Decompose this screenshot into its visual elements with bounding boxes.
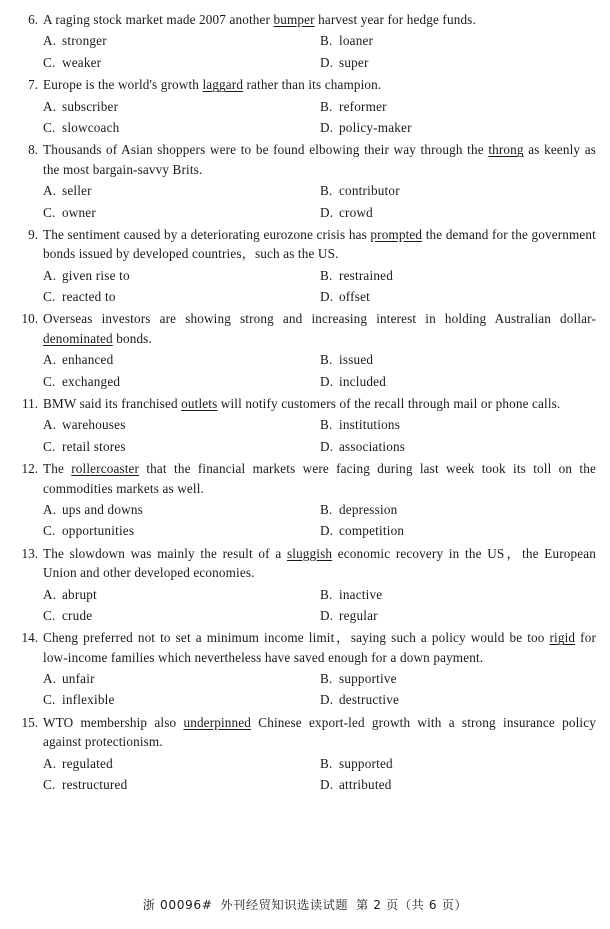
option-choice[interactable]: [320, 371, 596, 392]
question-text: [43, 225, 596, 264]
question-text: [43, 628, 596, 667]
option-letter: D.: [320, 373, 334, 389]
question-stem: [14, 544, 596, 583]
option-choice[interactable]: [320, 689, 596, 710]
option-letter: D.: [320, 289, 334, 305]
stem-text-fragment: The: [43, 461, 72, 477]
option-label: policy-maker: [339, 119, 412, 135]
question-stem: [14, 140, 596, 179]
option-letter: D.: [320, 607, 334, 623]
option-row: [43, 584, 596, 605]
option-label: depression: [339, 501, 398, 517]
underlined-word: sluggish: [286, 545, 333, 561]
option-choice[interactable]: [320, 584, 596, 605]
stem-text-fragment: will notify customers of the recall through mail or phone calls.: [217, 396, 561, 411]
question-item: [14, 459, 596, 542]
option-row: [43, 117, 596, 138]
option-choice[interactable]: [320, 414, 596, 435]
stem-text-fragment: Chinese export-led growth with a strong insurance policy against protectionism.: [43, 714, 596, 750]
option-row: [43, 605, 596, 626]
option-row: [43, 286, 596, 307]
option-choice[interactable]: [43, 605, 320, 626]
option-choice[interactable]: [43, 436, 320, 457]
question-text: [43, 140, 596, 179]
option-choice[interactable]: [320, 668, 596, 689]
option-label: weaker: [62, 54, 102, 70]
option-label: owner: [62, 204, 96, 220]
option-row: [43, 96, 596, 117]
option-row: [43, 371, 596, 392]
question-number: 10.: [21, 311, 38, 327]
option-choice[interactable]: [320, 499, 596, 520]
option-choice[interactable]: [43, 349, 320, 370]
option-letter: B.: [320, 586, 333, 602]
option-letter: D.: [320, 204, 334, 220]
option-letter: A.: [43, 417, 57, 433]
option-row: [43, 180, 596, 201]
option-letter: C.: [43, 119, 56, 135]
footer-exam-code: 浙 00096#: [142, 898, 213, 912]
question-text: [43, 713, 596, 752]
stem-text-fragment: economic recovery in the US，the European Union and other developed economies.: [43, 545, 596, 581]
option-label: given rise to: [62, 267, 130, 283]
option-row: [43, 499, 596, 520]
stem-text-fragment: harvest year for hedge funds.: [314, 12, 476, 27]
question-item: [14, 309, 596, 392]
stem-text-fragment: as keenly as the most bargain-savvy Brits.: [43, 142, 596, 177]
option-label: supportive: [339, 671, 397, 687]
option-row: [43, 520, 596, 541]
stem-text-fragment: Cheng preferred not to set a minimum income limit，saying such a policy would be too: [43, 630, 550, 646]
option-choice[interactable]: [320, 753, 596, 774]
option-label: destructive: [339, 692, 400, 708]
question-number: 9.: [28, 226, 38, 242]
question-stem: [14, 75, 596, 94]
stem-text-fragment: The sentiment caused by a deteriorating eurozone crisis has: [43, 226, 371, 242]
option-label: unfair: [62, 671, 95, 687]
option-choice[interactable]: [320, 265, 596, 286]
question-item: [14, 713, 596, 796]
question-stem: [14, 628, 596, 667]
option-row: [43, 30, 596, 51]
stem-text-fragment: Thousands of Asian shoppers were to be found elbowing their way through the: [43, 142, 489, 158]
question-item: [14, 394, 596, 457]
option-letter: B.: [320, 501, 333, 517]
option-letter: C.: [43, 777, 56, 793]
option-label: stronger: [62, 33, 107, 49]
option-choice[interactable]: [320, 520, 596, 541]
option-letter: A.: [43, 586, 57, 602]
option-letter: D.: [320, 692, 334, 708]
option-letter: A.: [43, 755, 57, 771]
underlined-word: denominated: [43, 330, 113, 346]
question-number: 12.: [21, 461, 38, 477]
question-item: [14, 225, 596, 308]
option-choice[interactable]: [43, 774, 320, 795]
option-label: loaner: [339, 33, 374, 49]
option-label: ups and downs: [62, 501, 143, 517]
option-letter: C.: [43, 607, 56, 623]
option-choice[interactable]: [320, 117, 596, 138]
option-label: included: [339, 373, 387, 389]
option-group: [14, 96, 596, 139]
question-number: 13.: [21, 545, 38, 561]
option-label: regular: [339, 607, 378, 623]
option-row: [43, 689, 596, 710]
stem-text-fragment: bonds.: [112, 330, 152, 346]
option-letter: D.: [320, 777, 334, 793]
question-item: [14, 10, 596, 73]
option-letter: B.: [320, 33, 333, 49]
option-label: super: [339, 54, 369, 70]
option-group: [14, 414, 596, 457]
underlined-word: rigid: [549, 630, 576, 646]
option-letter: A.: [43, 183, 57, 199]
option-row: [43, 774, 596, 795]
option-letter: A.: [43, 98, 57, 114]
option-label: offset: [339, 289, 370, 305]
option-letter: C.: [43, 692, 56, 708]
underlined-word: rollercoaster: [71, 461, 140, 477]
option-row: [43, 202, 596, 223]
stem-text-fragment: Europe is the world's growth: [43, 77, 203, 93]
option-choice[interactable]: [320, 202, 596, 223]
question-stem: [14, 459, 596, 498]
underlined-word: throng: [488, 142, 524, 158]
question-text: [43, 75, 596, 94]
option-letter: C.: [43, 523, 56, 539]
stem-text-fragment: Overseas investors are showing strong and increasing interest in holding Australian dollar-: [43, 311, 596, 327]
option-label: restructured: [62, 777, 128, 793]
option-group: [14, 668, 596, 711]
option-choice[interactable]: [43, 499, 320, 520]
footer-exam-title: 外刊经贸知识选读试题: [220, 898, 349, 912]
option-label: enhanced: [62, 352, 114, 368]
option-label: competition: [339, 523, 405, 539]
option-choice[interactable]: [43, 202, 320, 223]
stem-text-fragment: The slowdown was mainly the result of a: [43, 545, 287, 561]
option-label: restrained: [339, 267, 393, 283]
option-choice[interactable]: [320, 605, 596, 626]
option-choice[interactable]: [320, 96, 596, 117]
question-text: [43, 10, 596, 29]
option-label: crowd: [339, 204, 373, 220]
option-letter: B.: [320, 671, 333, 687]
option-label: institutions: [339, 417, 401, 433]
option-label: subscriber: [62, 98, 119, 114]
option-letter: A.: [43, 671, 57, 687]
option-row: [43, 265, 596, 286]
footer-page-label: 第 2 页（共 6 页）: [355, 898, 468, 912]
option-label: contributor: [339, 183, 400, 199]
option-group: [14, 499, 596, 542]
option-label: warehouses: [62, 417, 126, 433]
option-letter: C.: [43, 54, 56, 70]
question-stem: [14, 225, 596, 264]
option-group: [14, 584, 596, 627]
option-row: [43, 349, 596, 370]
option-letter: A.: [43, 33, 57, 49]
option-choice[interactable]: [43, 753, 320, 774]
option-letter: D.: [320, 119, 334, 135]
option-label: exchanged: [62, 373, 121, 389]
option-choice[interactable]: [43, 689, 320, 710]
option-row: [43, 668, 596, 689]
option-label: abrupt: [62, 586, 97, 602]
option-choice[interactable]: [43, 52, 320, 73]
underlined-word: laggard: [202, 77, 244, 93]
option-group: [14, 753, 596, 796]
underlined-word: outlets: [181, 396, 218, 411]
option-letter: B.: [320, 352, 333, 368]
option-choice[interactable]: [43, 286, 320, 307]
option-label: inactive: [339, 586, 383, 602]
option-choice[interactable]: [43, 30, 320, 51]
question-item: [14, 544, 596, 627]
question-number: 14.: [21, 630, 38, 646]
question-number: 8.: [28, 142, 38, 158]
option-letter: D.: [320, 438, 334, 454]
question-stem: [14, 10, 596, 29]
option-label: issued: [339, 352, 374, 368]
question-text: [43, 309, 596, 348]
question-text: [43, 394, 596, 413]
option-label: opportunities: [62, 523, 135, 539]
option-letter: B.: [320, 417, 333, 433]
stem-text-fragment: rather than its champion.: [243, 77, 382, 93]
option-label: associations: [339, 438, 406, 454]
option-row: [43, 436, 596, 457]
option-letter: C.: [43, 438, 56, 454]
option-group: [14, 180, 596, 223]
option-label: supported: [339, 755, 393, 771]
underlined-word: bumper: [273, 12, 315, 27]
question-item: [14, 75, 596, 138]
stem-text-fragment: BMW said its franchised: [43, 396, 182, 411]
question-text: [43, 544, 596, 583]
option-choice[interactable]: [320, 180, 596, 201]
option-label: retail stores: [62, 438, 126, 454]
option-label: regulated: [62, 755, 113, 771]
question-number: 15.: [21, 714, 38, 730]
option-label: seller: [62, 183, 92, 199]
option-label: reacted to: [62, 289, 116, 305]
option-choice[interactable]: [43, 265, 320, 286]
option-letter: C.: [43, 204, 56, 220]
option-row: [43, 414, 596, 435]
option-letter: A.: [43, 352, 57, 368]
option-group: [14, 349, 596, 392]
option-choice[interactable]: [43, 584, 320, 605]
option-letter: B.: [320, 183, 333, 199]
underlined-word: underpinned: [183, 714, 252, 730]
option-label: slowcoach: [62, 119, 120, 135]
stem-text-fragment: for low-income families which nevertheless have saved enough for a down payment.: [43, 630, 596, 665]
option-choice[interactable]: [43, 668, 320, 689]
option-group: [14, 265, 596, 308]
option-letter: A.: [43, 267, 57, 283]
option-label: reformer: [339, 98, 387, 114]
question-stem: [14, 309, 596, 348]
question-text: [43, 459, 596, 498]
option-choice[interactable]: [43, 371, 320, 392]
option-group: [14, 30, 596, 73]
question-item: [14, 628, 596, 711]
option-choice[interactable]: [43, 117, 320, 138]
option-choice[interactable]: [320, 774, 596, 795]
option-choice[interactable]: [320, 30, 596, 51]
option-label: attributed: [339, 777, 392, 793]
option-letter: C.: [43, 373, 56, 389]
underlined-word: prompted: [370, 226, 423, 242]
page-footer: [0, 896, 610, 913]
option-letter: D.: [320, 523, 334, 539]
stem-text-fragment: the demand for the government bonds issued by developed countries，such as the US.: [43, 226, 596, 262]
question-list: [14, 10, 596, 795]
option-choice[interactable]: [320, 52, 596, 73]
option-label: crude: [62, 607, 93, 623]
stem-text-fragment: A raging stock market made 2007 another: [43, 12, 274, 27]
question-stem: [14, 713, 596, 752]
option-choice[interactable]: [320, 436, 596, 457]
option-choice[interactable]: [320, 349, 596, 370]
option-letter: B.: [320, 267, 333, 283]
stem-text-fragment: WTO membership also: [43, 714, 184, 730]
option-letter: A.: [43, 501, 57, 517]
option-row: [43, 52, 596, 73]
option-letter: B.: [320, 755, 333, 771]
option-letter: D.: [320, 54, 334, 70]
question-number: 7.: [28, 77, 38, 93]
option-choice[interactable]: [320, 286, 596, 307]
option-letter: C.: [43, 289, 56, 305]
question-number: 6.: [28, 12, 38, 27]
option-row: [43, 753, 596, 774]
question-number: 11.: [22, 396, 38, 411]
option-choice[interactable]: [43, 180, 320, 201]
option-choice[interactable]: [43, 414, 320, 435]
option-choice[interactable]: [43, 96, 320, 117]
stem-text-fragment: that the financial markets were facing during last week took its toll on the commodities markets as well.: [43, 461, 596, 496]
option-label: inflexible: [62, 692, 115, 708]
question-item: [14, 140, 596, 223]
option-choice[interactable]: [43, 520, 320, 541]
option-letter: B.: [320, 98, 333, 114]
question-stem: [14, 394, 596, 413]
